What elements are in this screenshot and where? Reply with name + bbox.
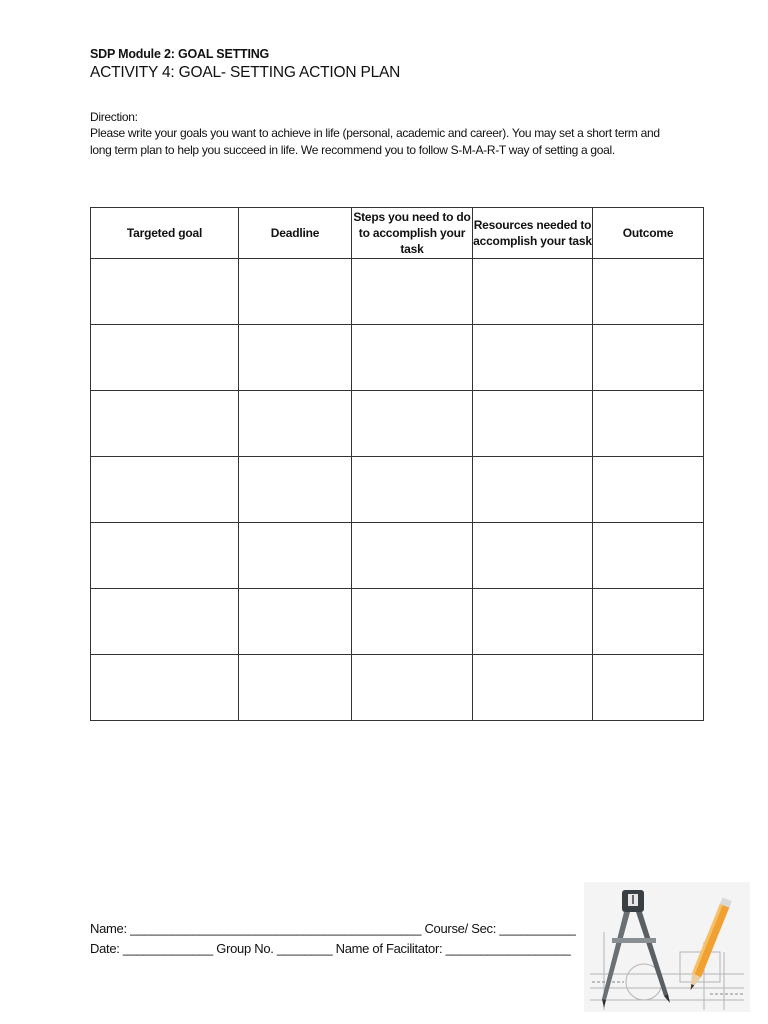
table-row [91,259,704,325]
table-cell[interactable] [239,523,352,589]
table-row [91,523,704,589]
table-cell[interactable] [473,655,593,721]
table-cell[interactable] [352,589,473,655]
table-cell[interactable] [91,655,239,721]
compass-pencil-image [584,882,750,1012]
table-cell[interactable] [473,259,593,325]
table-cell[interactable] [593,523,704,589]
table-cell[interactable] [593,655,704,721]
table-cell[interactable] [352,655,473,721]
table-cell[interactable] [91,589,239,655]
table-cell[interactable] [91,325,239,391]
direction-label: Direction: [90,110,138,124]
table-cell[interactable] [239,655,352,721]
table-cell[interactable] [352,391,473,457]
table-cell[interactable] [352,457,473,523]
name-course-line: Name: __________________________________________ Course/ Sec: ___________ [90,921,576,936]
header-resources: Resources needed to accomplish your task [473,208,593,259]
activity-title: ACTIVITY 4: GOAL- SETTING ACTION PLAN [90,64,401,81]
table-cell[interactable] [352,259,473,325]
table-cell[interactable] [239,457,352,523]
table-cell[interactable] [593,391,704,457]
header-deadline: Deadline [239,208,352,259]
table-row [91,457,704,523]
table-body [91,259,704,721]
table-cell[interactable] [473,589,593,655]
table-cell[interactable] [239,589,352,655]
table-cell[interactable] [91,523,239,589]
header-targeted-goal: Targeted goal [91,208,239,259]
table-cell[interactable] [239,325,352,391]
table-cell[interactable] [473,457,593,523]
table-cell[interactable] [91,391,239,457]
header-outcome: Outcome [593,208,704,259]
module-title: SDP Module 2: GOAL SETTING [90,47,270,61]
table-cell[interactable] [473,391,593,457]
table-cell[interactable] [473,523,593,589]
table-cell[interactable] [473,325,593,391]
date-group-facilitator-line: Date: _____________ Group No. ________ Name of Facilitator: __________________ [90,941,571,956]
header-steps: Steps you need to do to accomplish your task [352,208,473,259]
table-cell[interactable] [352,523,473,589]
table-cell[interactable] [239,391,352,457]
table-row [91,589,704,655]
direction-text: Please write your goals you want to achieve in life (personal, academic and career). You may set a short term and long term plan to help you succeed in life. We recommend you to follow S-M-A-R-T way of setting a goal. [90,126,660,157]
table-row [91,325,704,391]
action-plan-table [90,207,704,721]
table-cell[interactable] [352,325,473,391]
table-cell[interactable] [91,457,239,523]
table-cell[interactable] [593,457,704,523]
table-cell[interactable] [593,589,704,655]
table-header-row [91,208,704,259]
table-row [91,655,704,721]
table-cell[interactable] [91,259,239,325]
table-cell[interactable] [593,259,704,325]
table-cell[interactable] [593,325,704,391]
table-cell[interactable] [239,259,352,325]
table-row [91,391,704,457]
